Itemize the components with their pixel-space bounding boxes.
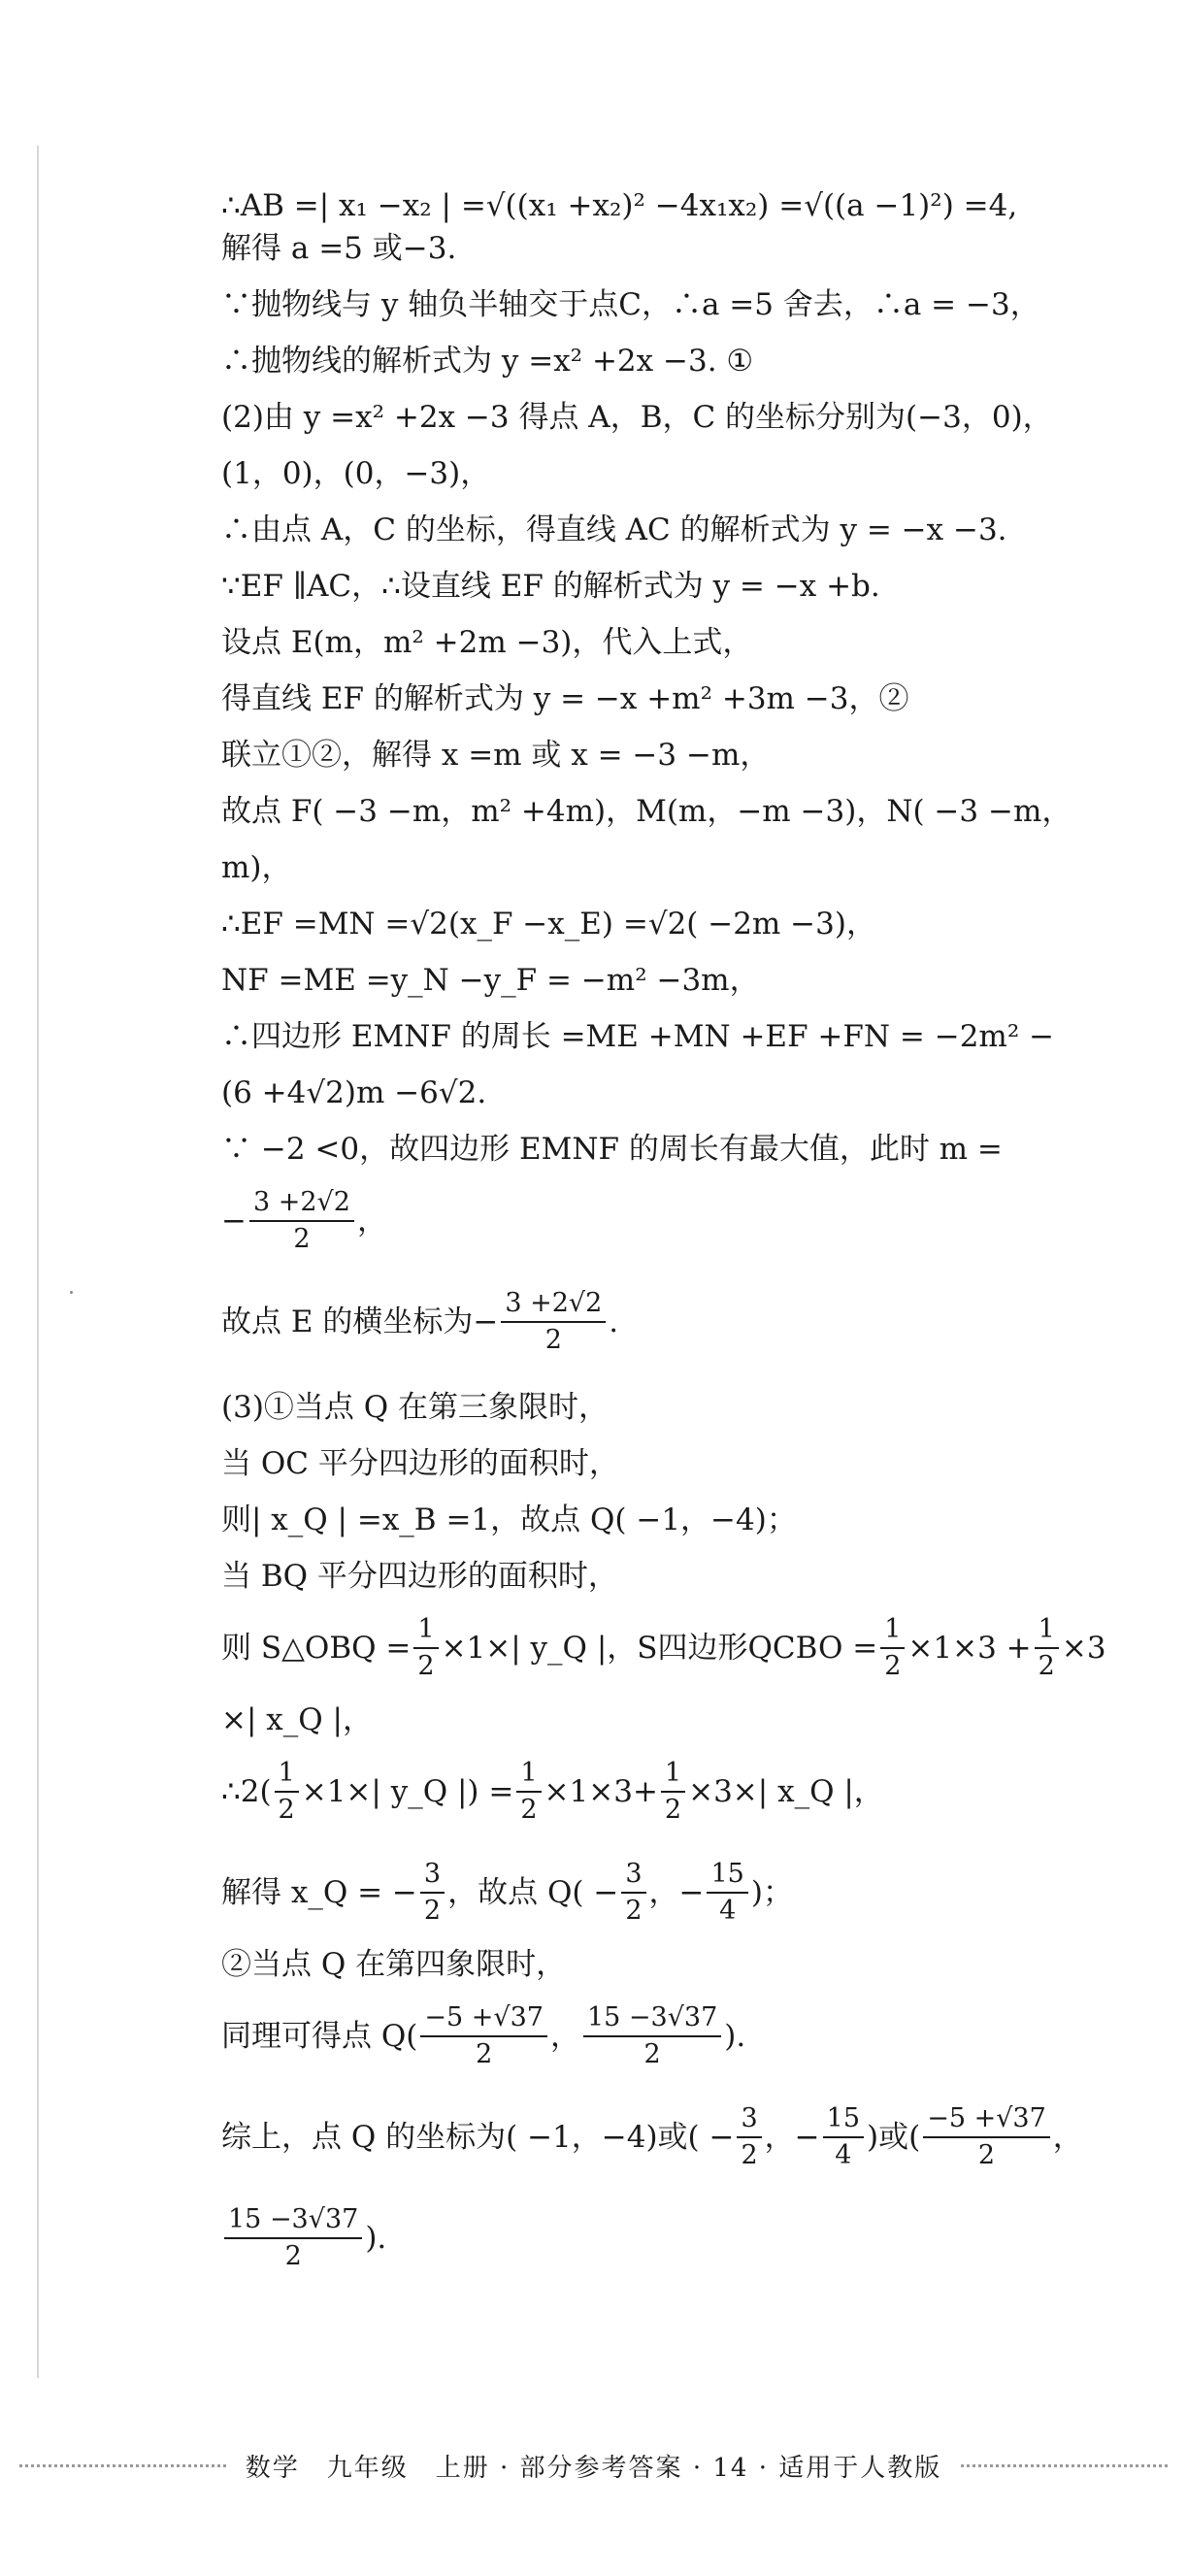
denominator: 2: [284, 2241, 302, 2271]
text: ，−: [648, 1875, 705, 1910]
solution-text: [221, 184, 1143, 2289]
page-footer: [0, 2446, 1187, 2485]
fraction: [923, 2101, 1050, 2173]
text: 则 S△OBQ =: [221, 1631, 412, 1666]
fraction: [583, 2000, 721, 2072]
numerator: −5 +√37: [420, 2000, 547, 2037]
fraction: [413, 1612, 438, 1684]
solution-line: NF =ME =y_N −y_F = −m² −3m，: [221, 963, 760, 998]
same-reason-line: [221, 1986, 1143, 2087]
solution-line: 联立①②，解得 x =m 或 x = −3 −m，: [221, 738, 771, 773]
solution-line: (6 +4√2)m −6√2.: [221, 1075, 487, 1110]
summary-line: [221, 2087, 1143, 2188]
text: ，−: [764, 2120, 820, 2155]
solution-line: 当 OC 平分四边形的面积时，: [221, 1446, 619, 1481]
solution-line: 故点 F( −3 −m，m² +4m)，M(m，−m −3)，N( −3 −m，: [221, 794, 1072, 829]
solution-line: 当 BQ 平分四边形的面积时，: [221, 1559, 618, 1594]
fraction: [501, 1286, 606, 1358]
text: ×1×3+: [544, 1774, 658, 1809]
denominator: 2: [625, 1896, 643, 1926]
text: )；: [750, 1875, 793, 1910]
text: ，故点 Q( −: [447, 1875, 619, 1910]
fraction: [1035, 1612, 1059, 1684]
fraction: [224, 2202, 362, 2274]
solution-line: 解得 a =5 或−3.: [221, 231, 457, 266]
binding-margin-line: [37, 146, 39, 2378]
solution-line: ∴EF =MN =√2(x_F −x_E) =√2( −2m −3)，: [221, 907, 876, 941]
numerator: 1: [661, 1756, 685, 1793]
denominator: 2: [1038, 1651, 1055, 1681]
solution-line: ∵EF ∥AC，∴设直线 EF 的解析式为 y = −x +b.: [221, 569, 880, 604]
fraction: [516, 1756, 541, 1828]
numerator: −5 +√37: [923, 2101, 1050, 2138]
fraction: [420, 1857, 445, 1929]
text: ，: [549, 2019, 580, 2054]
footer-text: 数学 九年级 上册 · 部分参考答案 · 14 · 适用于人教版: [245, 2453, 942, 2483]
text: ×3×| x_Q |，: [688, 1774, 884, 1809]
solution-line: ∵抛物线与 y 轴负半轴交于点C，∴a =5 舍去，∴a = −3，: [221, 287, 1040, 322]
denominator: 2: [476, 2039, 493, 2069]
solution-line: ∵ −2 <0，故四边形 EMNF 的周长有最大值，此时 m =: [221, 1132, 1003, 1167]
solution-line: (3)①当点 Q 在第三象限时，: [221, 1390, 610, 1425]
solution-line: ∴AB =| x₁ −x₂ | =√((x₁ +x₂)² −4x₁x₂) =√((a −1)²) =4,: [221, 188, 1018, 223]
text: 同理可得点 Q(: [221, 2019, 418, 2054]
denominator: 2: [643, 2039, 661, 2069]
text: )或(: [867, 2120, 921, 2155]
solution-line: ×| x_Q |，: [221, 1702, 373, 1737]
fraction: [661, 1756, 685, 1828]
text: ).: [365, 2221, 387, 2256]
solution-line: 得直线 EF 的解析式为 y = −x +m² +3m −3，②: [221, 681, 909, 716]
solve-line: [221, 1842, 1143, 1943]
numerator: 1: [275, 1756, 299, 1793]
numerator: 3 +2√2: [249, 1185, 354, 1222]
fraction: [737, 2101, 761, 2173]
numerator: 3: [737, 2101, 761, 2138]
minus-sign: −: [221, 1204, 247, 1238]
last-line: [221, 2188, 1143, 2289]
area-line: [221, 1598, 1143, 1699]
text: 故点 E 的横坐标为: [221, 1305, 474, 1339]
solution-line: 设点 E(m，m² +2m −3)，代入上式，: [221, 625, 753, 660]
margin-dot: [70, 1291, 73, 1294]
numerator: 1: [880, 1612, 905, 1649]
punct: ，: [356, 1204, 387, 1238]
fraction: [880, 1612, 905, 1684]
numerator: 3: [621, 1857, 645, 1894]
fraction: [275, 1756, 299, 1828]
denominator: 2: [544, 1325, 562, 1355]
solution-line: m)，: [221, 850, 292, 885]
text: ×1×| y_Q |) =: [301, 1774, 514, 1809]
e-abscissa-line: [221, 1271, 1143, 1372]
numerator: 1: [413, 1612, 438, 1649]
fraction: [707, 1857, 747, 1929]
denominator: 2: [417, 1651, 435, 1681]
fraction: [420, 2000, 547, 2072]
punct: .: [609, 1305, 619, 1339]
solution-line: ∴四边形 EMNF 的周长 =ME +MN +EF +FN = −2m² −: [221, 1019, 1055, 1054]
text: ×3: [1061, 1631, 1106, 1666]
solution-line: ∴抛物线的解析式为 y =x² +2x −3. ①: [221, 344, 754, 379]
text: ×1×3 +: [907, 1631, 1032, 1666]
solution-line: ②当点 Q 在第四象限时，: [221, 1947, 567, 1982]
denominator: 2: [664, 1795, 682, 1825]
solution-line: (1，0)，(0，−3)，: [221, 456, 491, 491]
numerator: 3: [420, 1857, 445, 1894]
numerator: 3 +2√2: [501, 1286, 606, 1323]
m-value-line: [221, 1171, 1143, 1271]
footer-dotted-rule: [19, 2464, 226, 2467]
denominator: 2: [423, 1896, 442, 1926]
denominator: 2: [884, 1651, 902, 1681]
text: ).: [724, 2019, 746, 2054]
numerator: 15: [707, 1857, 747, 1894]
denominator: 4: [719, 1896, 737, 1926]
denominator: 2: [520, 1795, 538, 1825]
denominator: 2: [278, 1795, 295, 1825]
denominator: 2: [293, 1224, 311, 1254]
numerator: 1: [1035, 1612, 1059, 1649]
denominator: 2: [741, 2140, 758, 2170]
fraction: [823, 2101, 864, 2173]
numerator: 15: [823, 2101, 864, 2138]
text: ∴2(: [221, 1774, 272, 1809]
equation-line: [221, 1741, 1143, 1842]
fraction: [249, 1185, 354, 1257]
minus-sign: −: [473, 1305, 499, 1339]
numerator: 15 −3√37: [224, 2202, 362, 2239]
text: ，: [1052, 2120, 1083, 2155]
text: 综上，点 Q 的坐标为( −1，−4)或( −: [221, 2120, 735, 2155]
numerator: 15 −3√37: [583, 2000, 721, 2037]
solution-line: ∴由点 A，C 的坐标，得直线 AC 的解析式为 y = −x −3.: [221, 512, 1007, 547]
fraction: [621, 1857, 645, 1929]
solution-line: (2)由 y =x² +2x −3 得点 A，B，C 的坐标分别为(−3，0)，: [221, 400, 1053, 435]
numerator: 1: [516, 1756, 541, 1793]
footer-dotted-rule: [961, 2464, 1168, 2467]
text: ×1×| y_Q |，S四边形QCBO =: [441, 1631, 878, 1666]
denominator: 4: [835, 2140, 852, 2170]
text: 解得 x_Q = −: [221, 1875, 417, 1910]
solution-line: 则| x_Q | =x_B =1，故点 Q( −1，−4)；: [221, 1503, 797, 1537]
denominator: 2: [977, 2140, 996, 2170]
